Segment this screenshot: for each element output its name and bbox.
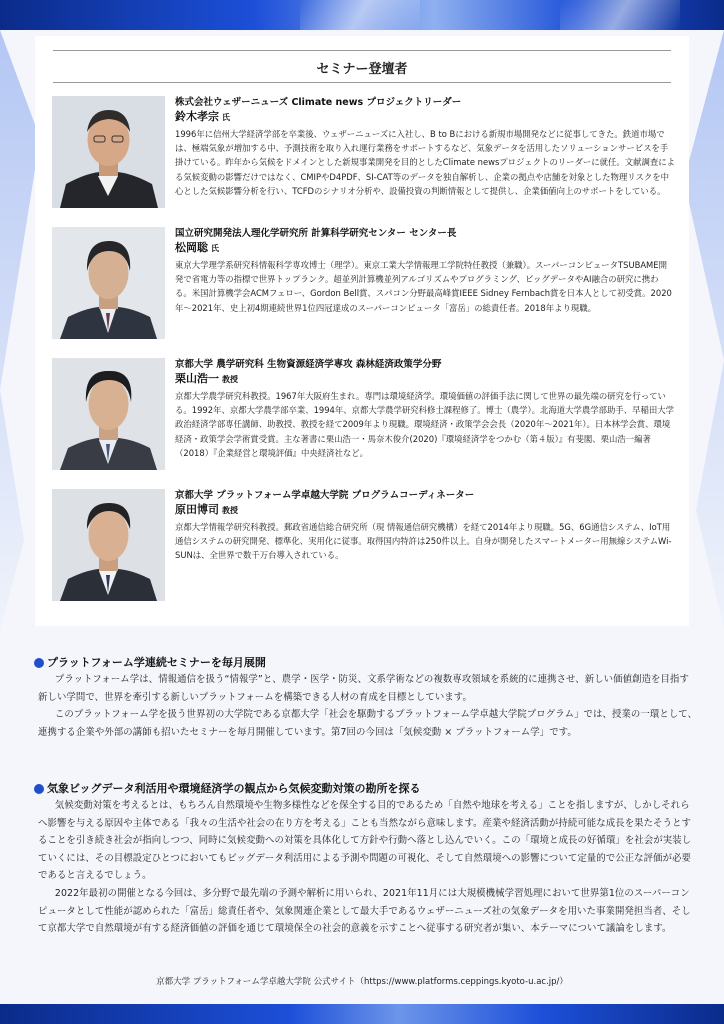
speaker-affiliation: 国立研究開発法人理化学研究所 計算科学研究センター センター長 bbox=[175, 228, 457, 239]
speaker-card bbox=[52, 227, 672, 347]
section-paragraph: プラットフォーム学は、情報通信を扱う“情報学”と、農学・医学・防災、文系学術などの複数専攻領域を系統的に連携させ、新しい価値創造を目指す新しい学問で、世界を牽引する新しいプラットフォームを構築できる人材の育成を目標としています。 bbox=[38, 674, 689, 703]
speaker-bio: 1996年に信州大学経済学部を卒業後、ウェザーニューズに入社し、B to Bにおける新規市場開発などに従事してきた。鉄道市場では、極端気象が増加する中、予測技術を取り入れ運行業務をサポートするなど、気象データを活用したソリューションサービスを手掛けている。昨年から気候をドメインとした新規事業開発を目的としたClimate newsプロジェクトのリーダーに就任。文献調査による気候変動の影響だけではなく、CMIPやD4PDF、SI-CAT等のデータを独自解析し、企業の拠点や店舗を対象とした物理リスクを中心とした気候影響分析を行い、TCFDのシナリオ分析や、設備投資の判断情報として提供し、企業価値向上のサポートをしている。 bbox=[175, 129, 676, 196]
speaker-affiliation: 京都大学 農学研究科 生物資源経済学専攻 森林経済政策学分野 bbox=[175, 359, 442, 370]
section-heading-text: 気象ビッグデータ利活用や環境経済学の観点から気候変動対策の勘所を探る bbox=[47, 782, 421, 795]
speaker-affiliation: 株式会社ウェザーニューズ Climate news プロジェクトリーダー bbox=[175, 97, 462, 108]
speaker-honorific: 教授 bbox=[222, 375, 238, 384]
footer-site-link[interactable]: 京都大学 プラットフォーム学卓越大学院 公式サイト（https://www.platforms.ceppings.kyoto-u.ac.jp/） bbox=[156, 977, 568, 987]
section-paragraph: 気候変動対策を考えるとは、もちろん自然環境や生物多様性などを保全する目的であるため「自然や地球を考える」ことを指しますが、しかしそれらへ影響を与える原因や主体である「我々の生活や社会の在り方を考える」ことも当然ながら意味します。産業や経済活動が持続可能な成長を果たそうとすることを引き続き社会が指向しつつ、同時に気候変動への対策を具体化して方針や行動へ落とし込んでいく。この「環境と成長の好循環」を社会が実装していくには、その目標設定ひとつにおいてもビッグデータ利活用による予測や問題の可視化、そして自然環境への影響について定量的で公正な評価が必要であると言えるでしょう。 bbox=[38, 800, 692, 882]
speaker-card bbox=[52, 489, 672, 609]
left-decoration bbox=[0, 30, 40, 630]
title-rule-bottom bbox=[53, 82, 671, 83]
panel-title: セミナー登壇者 bbox=[316, 62, 408, 77]
section-paragraph: このプラットフォーム学を扱う世界初の大学院である京都大学「社会を駆動するプラットフォーム学卓越大学院プログラム」では、授業の一環として、連携する企業や外部の講師も招いたセミナーを毎月開催しています。第7回の今回は「気候変動 × プラットフォーム学」です。 bbox=[38, 709, 698, 738]
speaker-name: 鈴木孝宗 bbox=[175, 110, 219, 123]
top-decorative-band bbox=[0, 0, 724, 30]
speaker-card bbox=[52, 358, 675, 478]
section-heading bbox=[38, 781, 698, 797]
speaker-bio: 京都大学情報学研究科教授。郵政省通信総合研究所（現 情報通信研究機構）を経て2014年より現職。5G、6G通信システム、IoT用通信システムの研究開発、標準化、実用化に従事。取得国内特許は250件以上。自身が開発したスマートメーター用無線システムWi-SUNは、全世界で数千万台導入されている。 bbox=[175, 522, 672, 561]
speaker-name-line bbox=[175, 240, 675, 256]
speaker-bio: 京都大学農学研究科教授。1967年大阪府生まれ。専門は環境経済学。環境価値の評価手法に関して世界の最先端の研究を行っている。1992年、京都大学農学部卒業、1994年、京都大学農学研究科修士課程修了。博士（農学）。北海道大学農学部助手、早稲田大学政治経済学部専任講師、助教授、教授を経て2009年より現職。環境経済・政策学会会長（2020年～2021年）。日本林学会賞、環境経済・政策学会学術賞受賞。主な著書に栗山浩一・馬奈木俊介(2020)『環境経済学をつかむ（第４版）』有斐閣、栗山浩一編著（2018）『企業経営と環境評価』中央経済社など。 bbox=[175, 391, 675, 458]
section-heading-text: プラットフォーム学連続セミナーを毎月展開 bbox=[47, 656, 266, 669]
speaker-photo bbox=[52, 227, 165, 339]
speaker-affiliation: 京都大学 プラットフォーム学卓越大学院 プログラムコーディネーター bbox=[175, 490, 475, 501]
right-decoration bbox=[684, 30, 724, 630]
speaker-photo bbox=[52, 96, 165, 208]
section-climate-theme bbox=[38, 781, 698, 938]
bullet-icon bbox=[34, 784, 44, 794]
speaker-honorific: 氏 bbox=[222, 113, 230, 122]
speaker-honorific: 教授 bbox=[222, 506, 238, 515]
speaker-name-line bbox=[175, 502, 675, 518]
title-rule-top bbox=[53, 50, 671, 51]
speaker-bio: 東京大学理学系研究科情報科学専攻博士（理学）。東京工業大学情報理工学院特任教授（兼職）。スーパーコンピュータTSUBAME開発で省電力等の指標で世界トップランク。超並列計算機並列アルゴリズムやプログラミング、ビッグデータやAI融合の研究に携わる。米国計算機学会ACMフェロー、Gordon Bell賞、スパコン分野最高峰賞IEEE Sidney Fernbach賞を日本人として初受賞。2020年～2021年、史上初4期連続世界1位四冠達成のスーパーコンピュータ「富岳」の総責任者。2018年より現職。 bbox=[175, 260, 672, 313]
section-paragraph: 2022年最初の開催となる今回は、多分野で最先端の予測や解析に用いられ、2021年11月には大規模機械学習処理において世界第1位のスーパーコンピュータとして性能が認められた「富岳」総責任者や、気象関連企業として最大手であるウェザーニューズ社の気象データを用いた事業開発担当者、そして京都大学で自然環境が有する経済価値の評価を通じて環境保全の社会的意義を示すことへ従事する研究者が集い、本テーマについて議論をします。 bbox=[38, 887, 691, 935]
speaker-photo bbox=[52, 358, 165, 470]
speaker-photo bbox=[52, 489, 165, 601]
section-platform-seminar bbox=[38, 655, 698, 741]
speaker-name: 松岡聡 bbox=[175, 241, 208, 254]
speaker-card bbox=[52, 96, 676, 216]
speaker-name-line bbox=[175, 109, 675, 125]
speaker-name: 栗山浩一 bbox=[175, 372, 219, 385]
bottom-decorative-band bbox=[0, 1004, 724, 1024]
speaker-name-line bbox=[175, 371, 675, 387]
speaker-name: 原田博司 bbox=[175, 503, 219, 516]
speakers-panel bbox=[35, 36, 689, 626]
bullet-icon bbox=[34, 658, 44, 668]
speaker-honorific: 氏 bbox=[211, 244, 219, 253]
section-heading bbox=[38, 655, 698, 671]
